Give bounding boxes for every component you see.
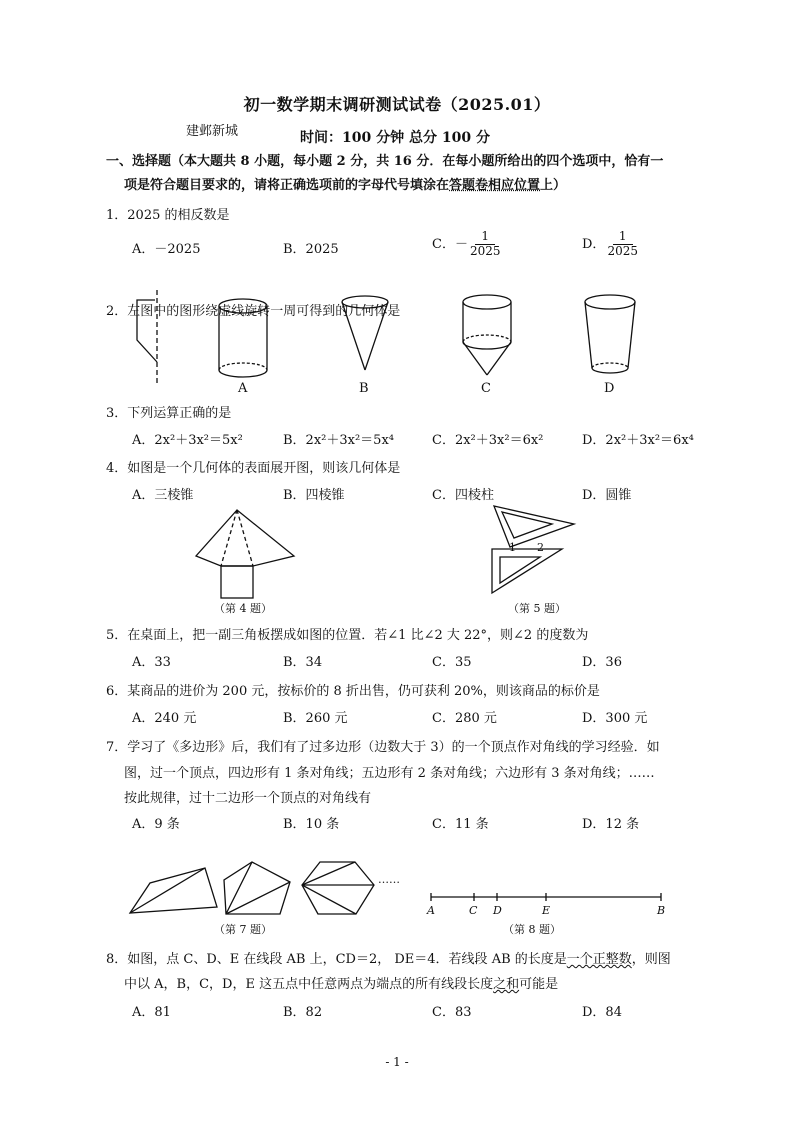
section-heading-rest: 在每小题所给出的四个选项中，恰有一 <box>442 154 664 169</box>
q2-label-a: A <box>238 381 248 396</box>
q7-pentagon <box>224 862 290 914</box>
question-4-stem: 4．如图是一个几何体的表面展开图，则该几何体是 <box>106 461 401 476</box>
q5-angle-2-label: 2 <box>537 541 544 554</box>
q3-option-d: D．2x²＋3x²＝6x⁴ <box>582 433 694 448</box>
q2-label-b: B <box>359 381 369 396</box>
q5-option-b: B．34 <box>283 655 323 670</box>
q6-option-a: A．240 元 <box>132 711 197 726</box>
q8-segment <box>431 893 661 901</box>
q8-point-e: E <box>542 904 551 917</box>
question-2-stem: 2．左图中的图形绕虚线旋转一周可得到的几何体是 <box>106 304 401 319</box>
q7-quadrilateral <box>130 868 217 913</box>
page-number: - 1 - <box>385 1055 409 1069</box>
q1-d-prefix: D． <box>582 236 606 252</box>
q1-d-denominator: 2025 <box>607 243 638 258</box>
q8-point-d: D <box>493 904 502 917</box>
q7-option-a: A．9 条 <box>132 817 180 832</box>
question-5-stem: 5．在桌面上，把一副三角板摆成如图的位置．若∠1 比∠2 大 22°，则∠2 的度数为 <box>106 628 589 643</box>
q8-point-a: A <box>427 904 435 917</box>
q7-figure-caption: （第 7 题） <box>214 923 272 936</box>
q5-option-a: A．33 <box>132 655 171 670</box>
q5-option-c: C．35 <box>432 655 472 670</box>
q6-option-b: B．260 元 <box>283 711 348 726</box>
q8-text-part3: 中以 A，B，C，D，E 这五点中任意两点为端点的所有线段长度 <box>124 977 494 992</box>
question-8-line1 <box>106 948 671 967</box>
q1-option-a: A．－2025 <box>132 242 201 257</box>
q6-option-d: D．300 元 <box>582 711 648 726</box>
q5-figure-caption: （第 5 题） <box>508 602 566 615</box>
question-6-stem: 6．某商品的进价为 200 元，按标价的 8 折出售，仍可获利 20%，则该商品的标价是 <box>106 684 600 699</box>
instruction-text: 项是符合题目要求的，请将正确选项前的字母代号填涂在 <box>124 178 450 193</box>
q4-option-b: B．四棱锥 <box>283 488 345 503</box>
q1-c-numerator: 1 <box>475 230 495 245</box>
exam-title: 初一数学期末调研测试试卷（2025.01） <box>243 95 551 114</box>
q7-ellipsis: …… <box>378 873 400 886</box>
question-7-line3: 按此规律，过十二边形一个顶点的对角线有 <box>124 791 372 806</box>
question-1-stem: 1．2025 的相反数是 <box>106 208 230 223</box>
q6-option-c: C．280 元 <box>432 711 497 726</box>
instruction-end: 上） <box>540 178 567 193</box>
instruction-emphasis: 答题卷相应位置 <box>449 178 541 193</box>
q8-point-b: B <box>657 904 666 917</box>
q7-option-c: C．11 条 <box>432 817 489 832</box>
q3-option-a: A．2x²＋3x²＝5x² <box>132 433 243 448</box>
q8-emphasis-sum: 之和 <box>493 977 520 992</box>
q8-option-b: B．82 <box>283 1005 323 1020</box>
q1-c-prefix: C．－ <box>432 236 468 252</box>
question-3-stem: 3．下列运算正确的是 <box>106 406 232 421</box>
q1-option-b: B．2025 <box>283 242 339 257</box>
q1-c-denominator: 2025 <box>469 243 501 258</box>
q7-option-b: B．10 条 <box>283 817 340 832</box>
q4-option-a: A．三棱锥 <box>132 488 194 503</box>
q7-option-d: D．12 条 <box>582 817 640 832</box>
q5-angle-1-label: 1 <box>509 541 516 554</box>
q4-option-d: D．圆锥 <box>582 488 632 503</box>
q8-option-a: A．81 <box>132 1005 171 1020</box>
section-heading: 一、选择题（本大题共 8 小题，每小题 2 分，共 16 分． <box>106 154 443 169</box>
q5-option-d: D．36 <box>582 655 622 670</box>
q8-point-c: C <box>469 904 478 917</box>
q8-text-part1: 8．如图，点 C、D、E 在线段 AB 上，CD＝2， DE＝4．若线段 AB 的长度是 <box>106 952 567 967</box>
q8-option-d: D．84 <box>582 1005 622 1020</box>
q7-hexagon <box>302 862 374 914</box>
q8-text-part2: ，则图 <box>631 952 671 967</box>
q8-text-part4: 可能是 <box>519 977 559 992</box>
q1-d-numerator: 1 <box>613 230 633 245</box>
q8-option-c: C．83 <box>432 1005 472 1020</box>
q2-label-c: C <box>481 381 491 396</box>
exam-time-score: 时间：100 分钟 总分 100 分 <box>300 130 490 146</box>
q3-option-c: C．2x²＋3x²＝6x² <box>432 433 544 448</box>
q4-option-c: C．四棱柱 <box>432 488 494 503</box>
question-7-line2: 图，过一个顶点，四边形有 1 条对角线；五边形有 2 条对角线；六边形有 3 条对角线；…… <box>124 766 655 781</box>
q3-option-b: B．2x²＋3x²＝5x⁴ <box>283 433 394 448</box>
q8-emphasis-integer: 一个正整数 <box>566 952 632 967</box>
school-name: 建邺新城 <box>186 124 239 139</box>
question-7-line1: 7．学习了《多边形》后，我们有了过多边形（边数大于 3）的一个顶点作对角线的学习经验．如 <box>106 740 660 755</box>
question-8-line2 <box>124 973 558 992</box>
q4-figure-caption: （第 4 题） <box>214 602 272 615</box>
q2-label-d: D <box>604 381 615 396</box>
q8-figure-caption: （第 8 题） <box>503 923 561 936</box>
